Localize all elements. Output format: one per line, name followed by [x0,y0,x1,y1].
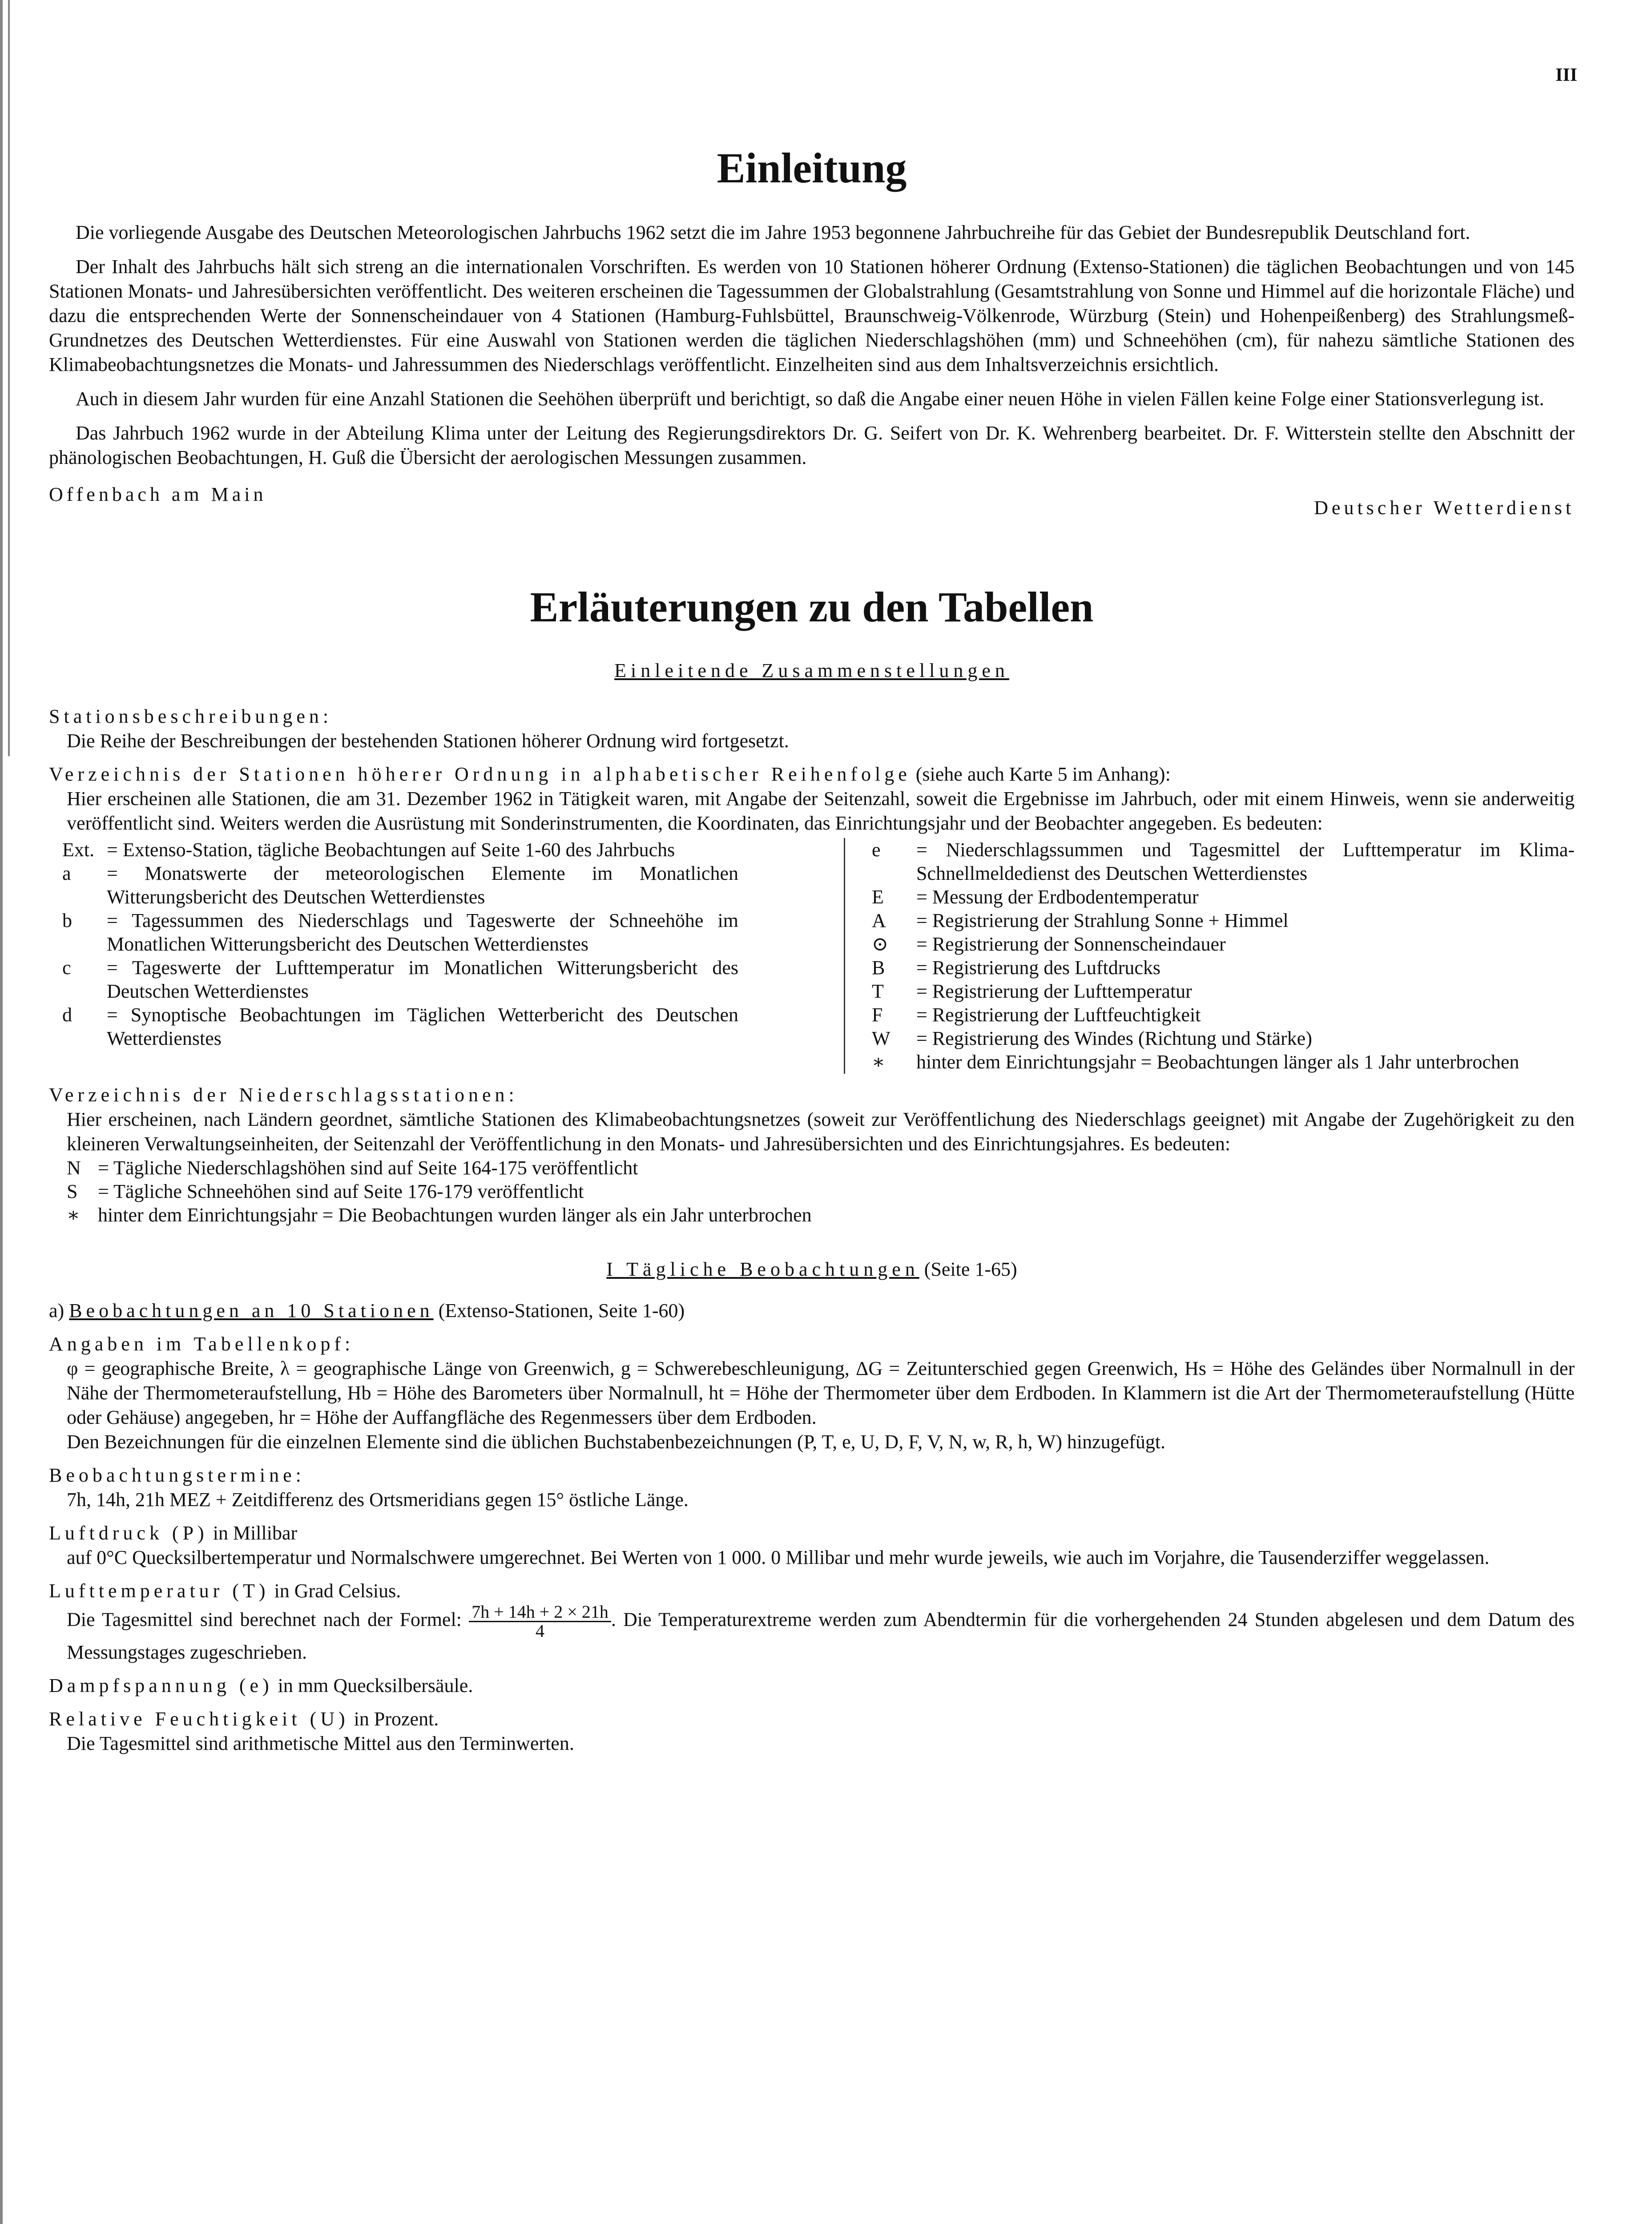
legend-item [872,1027,1575,1050]
pressure-text: auf 0°C Quecksilbertemperatur und Normalschwere umgerechnet. Bei Werten von 1 000. 0 Millibar und mehr wurde jeweils, wie auch im Vorjahre, die Tausenderziffer weggelassen. [67,1547,1490,1569]
legend-item [53,1203,1575,1227]
temperature-block [49,1579,1575,1664]
legend-item [872,932,1575,956]
legend-item [49,956,738,1003]
legend-value: = Synoptische Beobachtungen im Täglichen Wetterbericht des Deutschen Wetterdienstes [107,1004,738,1050]
temperature-unit: in Grad Celsius. [274,1580,401,1602]
station-list-head: Verzeichnis der Stationen höherer Ordnung in alphabetischer Reihenfolge [49,763,911,786]
legend-key: b [62,910,72,932]
legend-key: a [62,862,71,885]
vapor-unit: in mm Quecksilbersäule. [278,1675,473,1697]
section-1-title [49,1258,1575,1281]
legend-value: = Niederschlagssummen und Tagesmittel der Lufttemperatur im Klima-Schnellmeldedienst des Deutschen Wetterdienstes [916,839,1575,885]
legend-value: = Monatswerte der meteorologischen Elemente im Monatlichen Witterungsbericht des Deutschen Wetterdienstes [107,862,738,908]
pressure-head: Luftdruck (P) [49,1522,208,1544]
station-legend-columns [49,838,1575,1074]
station-list-head-note: (siehe auch Karte 5 im Anhang): [915,763,1171,786]
temperature-text [49,1603,1575,1664]
legend-value: = Tageswerte der Lufttemperatur im Monatlichen Witterungsbericht des Deutschen Wetterdienstes [107,957,738,1003]
sub-a-title: Beobachtungen an 10 Stationen [69,1300,434,1322]
legend-key: Ext. [62,839,95,861]
legend-item [53,1180,1575,1203]
place-line: Offenbach am Main [49,483,267,506]
legend-item [872,838,1575,885]
legend-key: e [872,839,881,861]
legend-value: = Tägliche Niederschlagshöhen sind auf Seite 164-175 veröffentlicht [98,1157,638,1179]
page-number: III [1555,65,1577,85]
formula-denominator: 4 [536,1621,545,1641]
station-list-block [49,762,1575,1074]
obs-times-block [49,1463,1575,1512]
humidity-text: Die Tagesmittel sind arithmetische Mittel aus den Terminwerten. [67,1732,574,1755]
legend-value: = Tägliche Schneehöhen sind auf Seite 176-179 veröffentlicht [98,1180,584,1203]
temperature-head: Lufttemperatur (T) [49,1580,270,1602]
precip-list-head: Verzeichnis der Niederschlagsstationen: [49,1084,518,1106]
sub-a-note: (Extenso-Stationen, Seite 1-60) [438,1300,685,1322]
legend-right-column [844,838,1575,1074]
header-info-text-2: Den Bezeichnungen für die einzelnen Elemente sind die üblichen Buchstabenbezeichnungen (P, T, e, U, D, F, V, N, w, R, h, W) hinzugefügt. [67,1431,1166,1453]
legend-key: W [872,1027,890,1050]
explain-subtitle: Einleitende Zusammenstellungen [614,660,1009,682]
station-desc-block [49,704,1575,753]
signature-line: Deutscher Wetterdienst [1314,497,1575,519]
sub-a-label: a) [49,1300,64,1322]
legend-value: = Registrierung der Luftfeuchtigkeit [916,1004,1201,1026]
intro-body [49,220,1575,470]
legend-value: = Registrierung der Lufttemperatur [916,980,1192,1003]
header-info-head: Angaben im Tabellenkopf: [49,1333,355,1355]
legend-item [872,885,1575,909]
document-page [49,53,1575,1756]
intro-paragraph-3: Auch in diesem Jahr wurden für eine Anzahl Stationen die Seehöhen überprüft und berichtigt, so daß die Angabe einer neuen Höhe in vielen Fällen keine Folge einer Stationsverlegung ist. [76,388,1544,410]
station-desc-head: Stationsbeschreibungen: [49,705,333,728]
legend-value: = Tagessummen des Niederschlags und Tageswerte der Schneehöhe im Monatlichen Witterungsbericht des Deutschen Wetterdienstes [107,910,738,955]
header-info-block [49,1332,1575,1454]
intro-paragraph-1: Die vorliegende Ausgabe des Deutschen Meteorologischen Jahrbuchs 1962 setzt die im Jahre 1953 begonnene Jahrbuchreihe für das Gebiet der Bundesrepublik Deutschland fort. [76,222,1471,244]
scan-edge-mark-2 [8,0,10,756]
vapor-head: Dampfspannung (e) [49,1675,273,1697]
precip-legend [49,1156,1575,1227]
legend-item [872,909,1575,932]
legend-key: A [872,910,886,932]
station-list-text: Hier erscheinen alle Stationen, die am 31. Dezember 1962 in Tätigkeit waren, mit Angabe der Seitenzahl, soweit die Ergebnisse im Jahrbuch, oder mit einem Hinweis, wenn sie anderweitig veröffentlicht sind. Weiters werden die Ausrüstung mit Sonderinstrumenten, die Koordinaten, das Einrichtungsjahr und der Beobachter angegeben. Es bedeuten: [67,788,1575,834]
scan-edge-mark [0,0,13,2224]
explain-title: Erläuterungen zu den Tabellen [530,583,1094,631]
section-1-name: I Tägliche Beobachtungen [606,1258,919,1281]
humidity-unit: in Prozent. [354,1708,439,1730]
legend-key: d [62,1004,72,1026]
legend-value: = Registrierung der Sonnenscheindauer [916,933,1226,955]
legend-item [49,862,738,909]
temperature-text-a: Die Tagesmittel sind berechnet nach der Formel: [67,1608,462,1631]
legend-key: E [872,886,884,908]
humidity-block [49,1707,1575,1756]
header-info-text: φ = geographische Breite, λ = geographische Länge von Greenwich, g = Schwerebeschleunigung, ΔG = Zeitunterschied gegen Greenwich, Hs = Höhe des Geländes über Normalnull in der Nähe der Thermometeraufstellung, Hb = Höhe des Barometers über Normalnull, ht = Höhe der Thermometer über dem Erdboden. In Klammern ist die Art der Thermometeraufstellung (Hütte oder Gehäuse) angegeben, hr = Höhe der Auffangfläche des Regenmessers über dem Erdboden. [67,1358,1575,1429]
legend-key: S [67,1180,78,1203]
legend-value: = Messung der Erdbodentemperatur [916,886,1199,908]
obs-times-head: Beobachtungstermine: [49,1464,305,1487]
legend-value: = Registrierung des Windes (Richtung und Stärke) [916,1027,1312,1050]
legend-value: hinter dem Einrichtungsjahr = Beobachtungen länger als 1 Jahr unterbrochen [916,1051,1519,1073]
legend-key: T [872,980,884,1003]
legend-value: = Registrierung der Strahlung Sonne + Himmel [916,910,1289,932]
intro-paragraph-4: Das Jahrbuch 1962 wurde in der Abteilung Klima unter der Leitung des Regierungsdirektors Dr. G. Seifert von Dr. K. Wehrenberg bearbeitet. Dr. F. Witterstein stellte den Abschnitt der phänologischen Beobachtungen, H. Guß die Übersicht der aerologischen Messungen zusammen. [49,422,1575,469]
vapor-block [49,1673,1575,1698]
asterisk-icon: ∗ [872,1051,885,1073]
legend-item [872,956,1575,979]
temperature-text-b: . Die Temperaturextreme werden zum Abendtermin für die vorhergehenden 24 Stunden abgelesen und dem Datum des Messungstages zugeschrieben. [67,1608,1575,1664]
asterisk-icon: ∗ [67,1204,80,1226]
legend-item [53,1156,1575,1180]
legend-key: c [62,957,71,979]
station-desc-text: Die Reihe der Beschreibungen der bestehenden Stationen höherer Ordnung wird fortgesetzt. [67,730,789,752]
sun-symbol-icon: ⊙ [872,933,888,955]
legend-item [872,979,1575,1003]
obs-times-text: 7h, 14h, 21h MEZ + Zeitdifferenz des Ortsmeridians gegen 15° östliche Länge. [67,1489,689,1511]
legend-key: F [872,1004,883,1026]
formula-numerator: 7h + 14h + 2 × 21h [469,1603,611,1622]
signature-row [49,483,1575,519]
legend-item [872,1003,1575,1027]
legend-item [872,1050,1575,1074]
intro-paragraph-2: Der Inhalt des Jahrbuchs hält sich streng an die internationalen Vorschriften. Es werden von 10 Stationen höherer Ordnung (Extenso-Stationen) die täglichen Beobachtungen und von 145 Stationen Monats- und Jahresübersichten veröffentlicht. Des weiteren erscheinen die Tagessummen der Globalstrahlung (Gesamtstrahlung von Sonne und Himmel auf die horizontale Fläche) und dazu die entsprechenden Werte der Sonnenscheindauer von 4 Stationen (Hamburg-Fuhlsbüttel, Braunschweig-Völkenrode, Würzburg (Stein) und Hohenpeißenberg) des Strahlungsmeß-Grundnetzes des Deutschen Wetterdienstes. Für eine Auswahl von Stationen werden die täglichen Niederschlagshöhen (mm) und Schneehöhen (cm), für nahezu sämtliche Stationen des Klimabeobachtungsnetzes die Monats- und Jahressummen des Niederschlags veröffentlicht. Einzelheiten sind aus dem Inhaltsverzeichnis ersichtlich. [49,256,1575,376]
mean-formula [469,1603,611,1640]
legend-key: N [67,1157,81,1179]
legend-value: hinter dem Einrichtungsjahr = Die Beobachtungen wurden länger als ein Jahr unterbrochen [98,1204,812,1226]
legend-item [49,1003,738,1050]
pressure-unit: in Millibar [213,1522,298,1544]
legend-key: B [872,957,885,979]
legend-item [49,909,738,956]
legend-value: = Registrierung des Luftdrucks [916,957,1161,979]
precip-list-text: Hier erscheinen, nach Ländern geordnet, sämtliche Stationen des Klimabeobachtungsnetzes (soweit zur Veröffentlichung des Niederschlags geeignet) mit Angabe der Zugehörigkeit zu den kleineren Verwaltungseinheiten, der Seitenzahl der Veröffentlichung in den Monats- und Jahresübersichten und des Einrichtungsjahres. Es bedeuten: [67,1108,1575,1155]
legend-value: = Extenso-Station, tägliche Beobachtungen auf Seite 1-60 des Jahrbuchs [107,839,675,861]
humidity-head: Relative Feuchtigkeit (U) [49,1708,349,1730]
legend-left-column [49,838,738,1074]
intro-title: Einleitung [717,144,907,192]
legend-item [49,838,738,862]
pressure-block [49,1521,1575,1570]
sub-a-heading [49,1298,1575,1323]
precip-list-block [49,1083,1575,1227]
section-1-pages: (Seite 1-65) [924,1258,1017,1281]
